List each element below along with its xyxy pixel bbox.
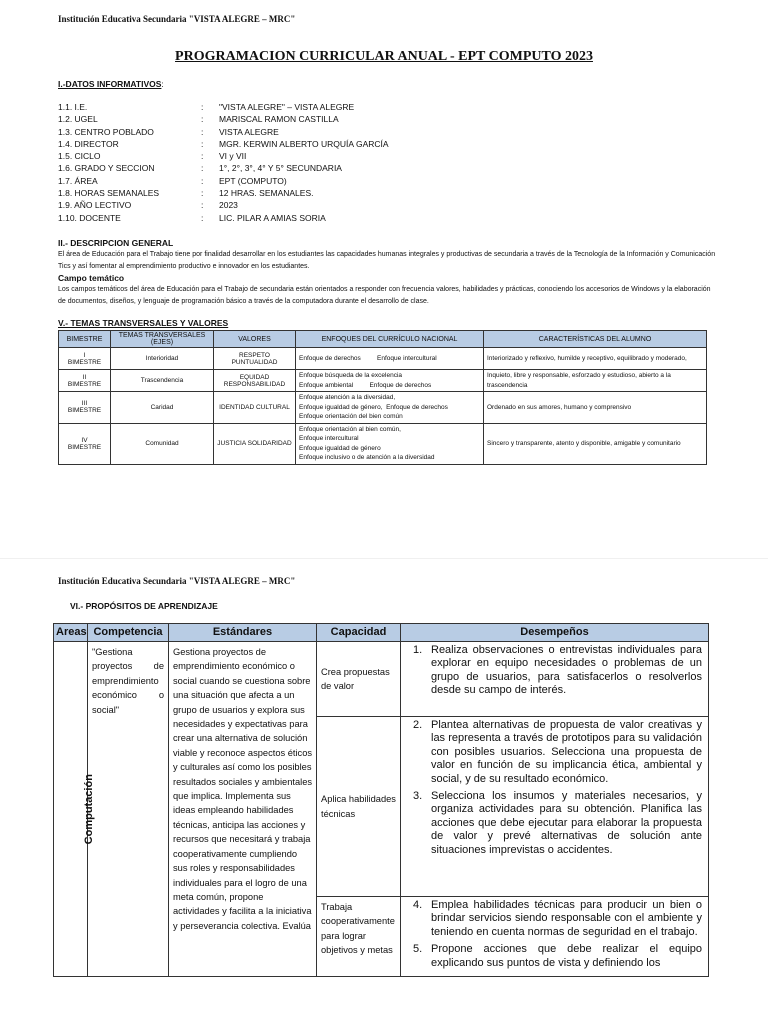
enfoque-line: Enfoque igualdad de género [299, 444, 381, 452]
col-valores: VALORES [214, 331, 296, 348]
datos-label: 1.5. CICLO [58, 151, 101, 162]
institution-header: Institución Educativa Secundaria "VISTA ALEGRE – MRC" [58, 14, 296, 24]
area-label: Computación [82, 773, 95, 845]
desempeno-text: Plantea alternativas de propuesta de valor creativas y las representa a través de prototipos para su validación con posibles usuarios. Selecciona una propuesta de valor en función de su implicancia ética, ambiental y social, y de su resultado económico. [431, 719, 702, 785]
datos-colon: : [201, 200, 204, 211]
tema-cell: Interioridad [111, 348, 214, 370]
datos-value: MGR. KERWIN ALBERTO URQUÍA GARCÍA [219, 138, 389, 149]
enfoques-cell [296, 392, 484, 424]
competencia-cell: "Gestiona proyectos de emprendimiento económico o social" [88, 642, 169, 977]
datos-label: 1.10. DOCENTE [58, 212, 121, 223]
campo-text: Los campos temáticos del área de Educación para el Trabajo de secundaria están orientados a responder con frecuencia valores, habilidades y prácticas, conociendo los accesorios de Windows y la elaboración de documentos, diseños, y lenguaje de programación básico a través de la computadora durante el desarrollo de clase. [58, 286, 711, 305]
descripcion-heading: II.- DESCRIPCION GENERAL [58, 238, 174, 248]
bimestre-word: BIMESTRE [67, 407, 102, 415]
enfoque-line: Enfoque intercultural [299, 435, 359, 442]
bimestre-number: I [83, 351, 86, 359]
col-competencia: Competencia [88, 624, 169, 642]
desempenos-cell-1 [401, 642, 709, 717]
datos-label: 1.7. ÁREA [58, 175, 98, 186]
col-bimestre: BIMESTRE [59, 331, 111, 348]
caracteristicas-cell: Sincero y transparente, atento y disponible, amigable y comunitario [484, 423, 707, 464]
datos-colon: : [201, 114, 204, 125]
tema-cell: Trascendencia [111, 370, 214, 392]
propositos-heading: VI.- PROPÓSITOS DE APRENDIZAJE [70, 601, 218, 611]
document-title: PROGRAMACION CURRICULAR ANUAL - EPT COMPUTO 2023 [175, 49, 593, 64]
col-desempenos: Desempeños [401, 624, 709, 642]
capacidad-cell-2: Aplica habilidades técnicas [317, 717, 401, 897]
col-enfoques: ENFOQUES DEL CURRÍCULO NACIONAL [296, 331, 484, 348]
enfoque-line: Enfoque orientación al bien común, [299, 425, 401, 433]
temas-header-row [59, 331, 707, 348]
datos-label: 1.6. GRADO Y SECCION [58, 163, 155, 174]
datos-value: 12 HRAS. SEMANALES. [219, 188, 314, 199]
valor-cell: IDENTIDAD CULTURAL [214, 392, 296, 424]
datos-label: 1.2. UGEL [58, 114, 98, 125]
desempenos-cell-3 [401, 897, 709, 977]
propositos-header-row [54, 624, 709, 642]
institution-header-2: Institución Educativa Secundaria "VISTA ALEGRE – MRC" [58, 576, 296, 586]
col-areas: Areas [54, 624, 88, 642]
temas-table [58, 330, 707, 465]
bimestre-cell [59, 348, 111, 370]
enfoques-cell [296, 348, 484, 370]
descripcion-text: El área de Educación para el Trabajo tiene por finalidad desarrollar en los estudiantes las capacidades humanas integrales y productivas de secundaria a través de la Tecnología de la Información y Comunicación Tics y así fomentar al emprendimiento productivo e innovador en los estudiantes. [58, 251, 716, 270]
datos-colon: : [201, 138, 204, 149]
desempeno-number: 2. [413, 719, 423, 731]
datos-value: VISTA ALEGRE [219, 126, 279, 137]
datos-colon: : [201, 126, 204, 137]
desempeno-text: Emplea habilidades técnicas para producir un bien o brindar servicios siendo responsable con el ambiente y teniendo en cuenta normas de seguridad en el trabajo. [431, 899, 702, 938]
desempenos-cell-2 [401, 717, 709, 897]
desempeno-item [405, 644, 702, 698]
datos-value: VI y VII [219, 151, 247, 162]
enfoques-cell [296, 423, 484, 464]
desempeno-number: 1. [413, 644, 423, 656]
temas-row [59, 370, 707, 392]
bimestre-cell [59, 423, 111, 464]
datos-colon: : [201, 188, 204, 199]
datos-colon: : [201, 151, 204, 162]
bimestre-cell [59, 392, 111, 424]
datos-label: 1.1. I.E. [58, 102, 88, 112]
valor-cell: RESPETO PUNTUALIDAD [214, 348, 296, 370]
bimestre-number: III [81, 400, 88, 408]
datos-heading: I.-DATOS INFORMATIVOS: [58, 79, 164, 89]
enfoques-cell [296, 370, 484, 392]
caracteristicas-cell: Interiorizado y reflexivo, humilde y receptivo, equilibrado y moderado, [484, 348, 707, 370]
enfoque-line: Enfoque igualdad de género, Enfoque de derechos [299, 403, 448, 411]
bimestre-number: IV [81, 436, 88, 444]
datos-colon: : [201, 163, 204, 174]
enfoque-line: Enfoque atención a la diversidad, [299, 394, 396, 401]
datos-label: 1.3. CENTRO POBLADO [58, 126, 154, 137]
datos-value: "VISTA ALEGRE" – VISTA ALEGRE [219, 102, 355, 112]
area-cell [54, 642, 95, 977]
datos-label: 1.4. DIRECTOR [58, 138, 119, 149]
desempeno-item [405, 943, 702, 970]
bimestre-word: BIMESTRE [67, 380, 102, 388]
valor-cell: EQUIDAD RESPONSABILIDAD [214, 370, 296, 392]
tema-cell: Comunidad [111, 423, 214, 464]
col-temas: TEMAS TRANSVERSALES (EJES) [111, 331, 214, 348]
col-estandares: Estándares [169, 624, 317, 642]
bimestre-word: BIMESTRE [67, 443, 102, 451]
col-capacidad: Capacidad [317, 624, 401, 642]
desempeno-item [405, 719, 702, 786]
estandares-cell: Gestiona proyectos de emprendimiento económico o social cuando se cuestiona sobre una situación que afecta a un grupo de usuarios y explora sus necesidades y expectativas para crear una alternativa de solución viable y reconoce aspectos éticos y culturales así como los posibles resultados sociales y ambientales que implica. Implementa sus ideas empleando habilidades técnicas, anticipa las acciones y recursos que necesitará y trabaja cooperativamente cumpliendo sus roles y responsabilidades individuales para el logro de una meta común, propone actividades y facilita a la iniciativa y perseverancia colectiva. Evalúa [169, 642, 317, 977]
capacidad-cell-3: Trabaja cooperativamente para lograr objetivos y metas [317, 897, 401, 977]
page-separator [0, 558, 768, 559]
enfoque-line: Enfoque ambiental Enfoque de derechos [299, 381, 432, 389]
capacidad-cell-1: Crea propuestas de valor [317, 642, 401, 717]
bimestre-word: BIMESTRE [67, 358, 102, 366]
temas-row [59, 348, 707, 370]
datos-value: MARISCAL RAMON CASTILLA [219, 114, 339, 125]
enfoque-line: Enfoque búsqueda de la excelencia [299, 372, 402, 379]
desempeno-item [405, 899, 702, 939]
desempeno-text: Propone acciones que debe realizar el equipo explicando sus puntos de vista y definiendo los [431, 943, 702, 969]
caracteristicas-cell: Inquieto, libre y responsable, esforzado y estudioso, abierto a la trascendencia [484, 370, 707, 392]
enfoque-line: Enfoque inclusivo o de atención a la diversidad [299, 454, 435, 461]
enfoque-line: Enfoque de derechos Enfoque intercultural [299, 354, 437, 362]
enfoque-line: Enfoque orientación del bien común [299, 413, 403, 420]
col-caracteristicas: CARACTERÍSTICAS DEL ALUMNO [484, 331, 707, 348]
caracteristicas-cell: Ordenado en sus amores, humano y comprensivo [484, 392, 707, 424]
campo-heading: Campo temático [58, 273, 125, 283]
desempeno-number: 4. [413, 899, 423, 911]
temas-heading: V.- TEMAS TRANSVERSALES Y VALORES [58, 318, 229, 328]
desempeno-item [405, 790, 702, 857]
desempeno-number: 3. [413, 790, 423, 803]
desempeno-number: 5. [413, 943, 423, 956]
datos-value: 2023 [219, 200, 238, 211]
datos-colon: : [201, 102, 204, 112]
tema-cell: Caridad [111, 392, 214, 424]
datos-label: 1.9. AÑO LECTIVO [58, 200, 132, 211]
propositos-table [53, 623, 709, 977]
temas-row [59, 423, 707, 464]
datos-colon: : [201, 175, 204, 186]
datos-value: 1°, 2°, 3°, 4° Y 5° SECUNDARIA [219, 163, 342, 174]
temas-row [59, 392, 707, 424]
desempeno-text: Selecciona los insumos y materiales necesarios, y organiza actividades para su obtención. Planifica las acciones que debe ejecutar para elaborar la propuesta de valor y prevé alternativas de solución ante situaciones imprevistas o accidentes. [431, 790, 702, 856]
datos-value: EPT (COMPUTO) [219, 175, 287, 186]
bimestre-cell [59, 370, 111, 392]
bimestre-number: II [82, 373, 87, 381]
capacidad-row-1 [54, 642, 709, 717]
datos-label: 1.8. HORAS SEMANALES [58, 188, 160, 199]
datos-value: LIC. PILAR A AMIAS SORIA [219, 212, 326, 223]
desempeno-text: Realiza observaciones o entrevistas individuales para explorar en equipo necesidades o problemas de un grupo de usuarios, para satisfacerlos o resolverlos desde su campo de interés. [431, 644, 702, 697]
datos-colon: : [201, 212, 204, 223]
valor-cell: JUSTICIA SOLIDARIDAD [214, 423, 296, 464]
